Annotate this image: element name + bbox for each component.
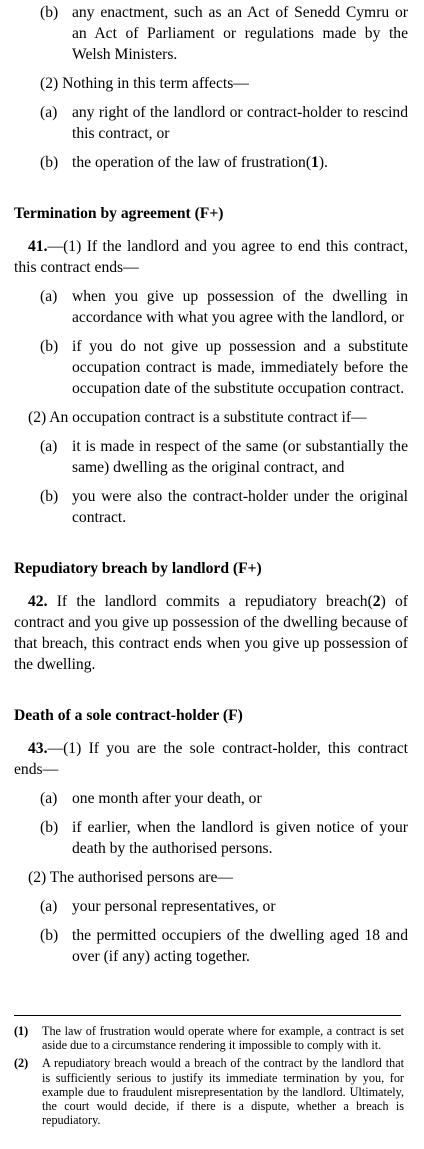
footnote-number: (1): [14, 1024, 29, 1038]
item-label: (b): [40, 819, 59, 836]
footnote-text: A repudiatory breach would a breach of the contract by the landlord that is sufficiently serious to justify its immediate termination by you, for example due to fraudulent misrepresentation by the landlord. Ultimately, the court would decide, if there is a dispute, whether a breach is repudiatory.: [42, 1056, 404, 1128]
item-label: (a): [40, 288, 58, 305]
list-item: [14, 2, 408, 65]
list-item: [14, 896, 408, 917]
item-text: when you give up possession of the dwelling in accordance with what you agree with the landlord, or: [72, 288, 408, 326]
footnote-divider: [14, 1015, 401, 1016]
item-text: any right of the landlord or contract-holder to rescind this contract, or: [72, 104, 408, 142]
paragraph: (2) Nothing in this term affects—: [40, 75, 249, 92]
item-label: (b): [40, 338, 59, 355]
item-text: [72, 152, 408, 173]
item-label: (b): [40, 488, 59, 505]
section-number: 42.: [28, 593, 48, 610]
list-item: [14, 486, 408, 528]
section-text: —(1) If the landlord and you agree to end this contract, this contract ends—: [14, 238, 408, 276]
section-text: ) of contract and you give up possession of the dwelling because of that breach, this contract ends when you give up possession of the dwelling.: [14, 593, 408, 673]
list-item: [14, 788, 408, 809]
footnote: [14, 1024, 404, 1052]
item-text-part: the operation of the law of frustration(: [72, 154, 312, 171]
list-item: [14, 817, 408, 859]
section-number: 43.: [28, 740, 48, 757]
item-text: it is made in respect of the same (or substantially the same) dwelling as the original contract, and: [72, 438, 408, 476]
item-text: you were also the contract-holder under the original contract.: [72, 488, 408, 526]
section-text: If the landlord commits a repudiatory breach(: [47, 593, 373, 610]
paragraph: (2) An occupation contract is a substitute contract if—: [28, 409, 367, 426]
list-item: [14, 336, 408, 399]
item-label: (a): [40, 438, 58, 455]
list-item: [14, 436, 408, 478]
footnote-number: (2): [14, 1056, 29, 1071]
item-text: the permitted occupiers of the dwelling aged 18 and over (if any) acting together.: [72, 927, 408, 965]
section-number: 41.: [28, 238, 48, 255]
footnote-ref: 2: [372, 593, 381, 610]
item-text: any enactment, such as an Act of Senedd Cymru or an Act of Parliament or regulations made by the Welsh Ministers.: [72, 4, 408, 63]
item-label: (a): [40, 898, 58, 915]
section-paragraph: [14, 591, 408, 675]
footnote-text: The law of frustration would operate where for example, a contract is set aside due to a circumstance rendering it impossible to comply with it.: [42, 1024, 404, 1053]
item-label: (a): [40, 790, 58, 807]
section-heading: Termination by agreement (F+): [14, 205, 224, 222]
list-item: [14, 286, 408, 328]
item-text-part: ).: [318, 154, 328, 171]
list-item: [14, 152, 408, 173]
section-heading: Repudiatory breach by landlord (F+): [14, 560, 262, 577]
paragraph: (2) The authorised persons are—: [28, 869, 233, 886]
list-item: [14, 925, 408, 967]
item-text: your personal representatives, or: [72, 898, 276, 915]
item-label: (b): [40, 927, 59, 944]
item-label: (b): [40, 154, 59, 171]
item-text: if earlier, when the landlord is given notice of your death by the authorised persons.: [72, 819, 408, 857]
section-heading: Death of a sole contract-holder (F): [14, 707, 243, 724]
footnote: [14, 1056, 404, 1127]
footnotes: [14, 1024, 404, 1131]
item-label: (b): [40, 4, 59, 21]
item-text: one month after your death, or: [72, 790, 262, 807]
item-text: if you do not give up possession and a substitute occupation contract is made, immediately before the occupation date of the substitute occupation contract.: [72, 338, 408, 397]
section-paragraph: [14, 738, 408, 780]
item-label: (a): [40, 104, 58, 121]
section-paragraph: [14, 236, 408, 278]
footnote-ref: 1: [311, 154, 319, 171]
list-item: [14, 102, 408, 144]
section-text: —(1) If you are the sole contract-holder, this contract ends—: [14, 740, 408, 778]
